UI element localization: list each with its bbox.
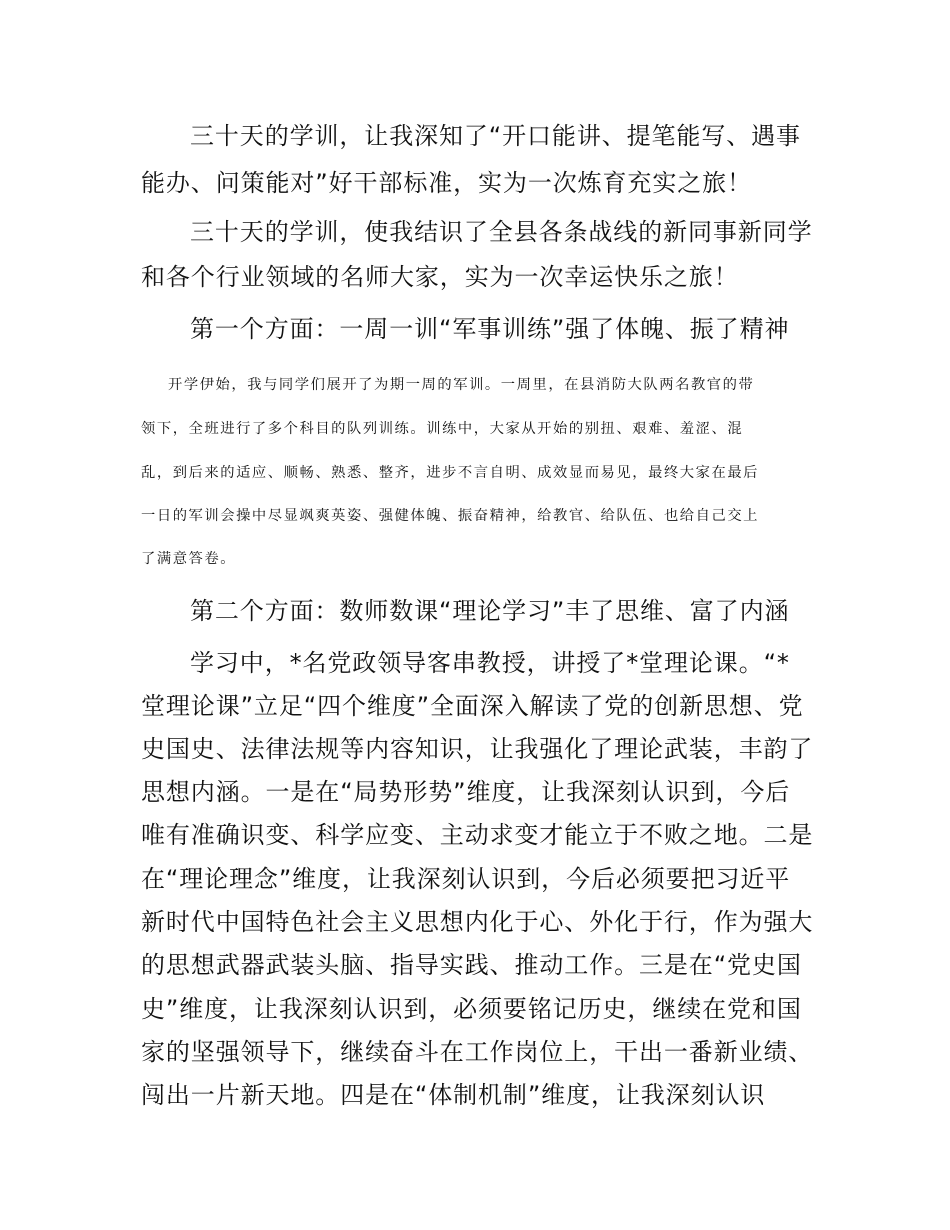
paragraph-3-line-2: 堂理论课”立足“四个维度”全面深入解读了党的创新思想、党	[141, 692, 804, 720]
section-heading-1: 第一个方面：一周一训“军事训练”强了体魄、振了精神	[190, 315, 790, 343]
paragraph-3-line-10: 家的坚强领导下，继续奋斗在工作岗位上，干出一番新业绩、	[141, 1038, 814, 1066]
paragraph-3-line-8: 的思想武器武装头脑、指导实践、推动工作。三是在“党史国	[141, 951, 802, 979]
section-heading-2: 第二个方面：数师数课“理论学习”丰了思维、富了内涵	[190, 597, 790, 625]
paragraph-2-line-2: 和各个行业领域的名师大家，实为一次幸运快乐之旅！	[141, 263, 739, 291]
small-paragraph-line-4: 一日的军训会操中尽显飒爽英姿、强健体魄、振奋精神，给教官、给队伍、也给自己交上	[141, 508, 760, 524]
paragraph-3-line-11: 闯出一片新天地。四是在“体制机制”维度，让我深刻认识	[141, 1081, 766, 1109]
paragraph-1-line-1: 三十天的学训，让我深知了“开口能讲、提笔能写、遇事	[190, 122, 801, 150]
paragraph-3-line-5: 唯有准确识变、科学应变、主动求变才能立于不败之地。二是	[141, 821, 814, 849]
paragraph-3-line-9: 史”维度，让我深刻认识到，必须要铭记历史，继续在党和国	[141, 995, 802, 1023]
small-paragraph-line-2: 领下，全班进行了多个科目的队列训练。训练中，大家从开始的别扭、艰难、羞涩、混	[141, 421, 744, 437]
small-paragraph-line-3: 乱，到后来的适应、顺畅、熟悉、整齐，进步不言自明、成效显而易见，最终大家在最后	[141, 465, 760, 481]
paragraph-3-line-3: 史国史、法律法规等内容知识，让我强化了理论武装，丰韵了	[141, 735, 814, 763]
paragraph-3-line-4: 思想内涵。一是在“局势形势”维度，让我深刻认识到，今后	[141, 778, 791, 806]
paragraph-3-line-1: 学习中，*名党政领导客串教授，讲授了*堂理论课。“*	[190, 649, 790, 677]
small-paragraph-line-1: 开学伊始，我与同学们展开了为期一周的军训。一周里，在县消防大队两名教官的带	[168, 377, 755, 393]
paragraph-3-line-7: 新时代中国特色社会主义思想内化于心、外化于行，作为强大	[141, 908, 814, 936]
paragraph-2-line-1: 三十天的学训，使我结识了全县各条战线的新同事新同学	[190, 218, 813, 246]
small-paragraph-line-5: 了满意答卷。	[141, 551, 237, 567]
paragraph-1-line-2: 能办、问策能对”好干部标准，实为一次炼育充实之旅！	[141, 169, 752, 197]
paragraph-3-line-6: 在“理论理念”维度，让我深刻认识到，今后必须要把习近平	[141, 865, 791, 893]
